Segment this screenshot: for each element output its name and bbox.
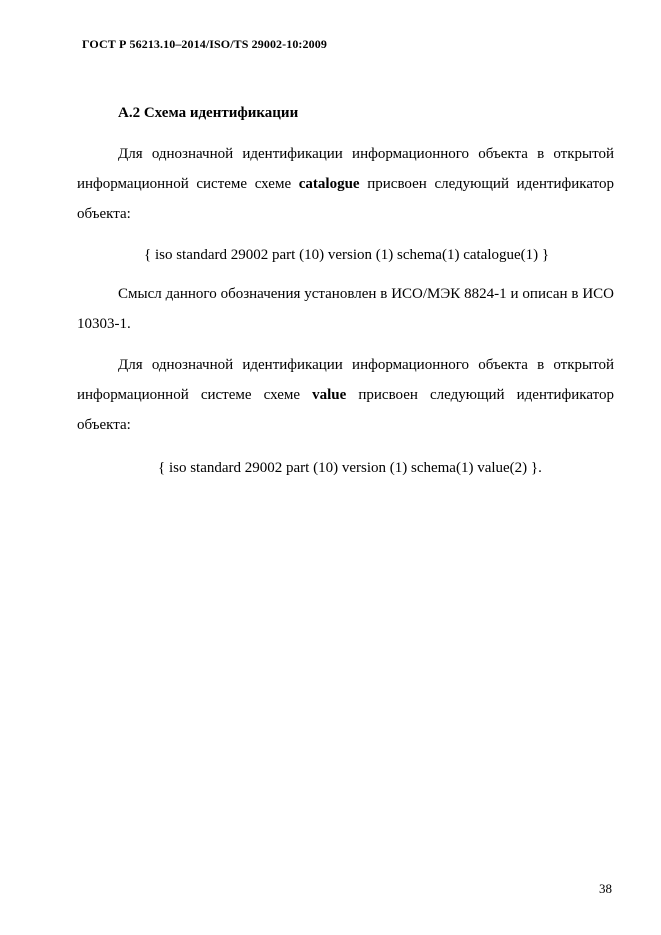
- section-title: А.2 Схема идентификации: [118, 105, 299, 121]
- scheme-name-value: value: [312, 387, 347, 403]
- document-header: ГОСТ Р 56213.10–2014/ISO/TS 29002-10:2009: [82, 37, 327, 51]
- paragraph-catalogue: [77, 139, 614, 229]
- paragraph-text: Для однозначной идентификации информационного объекта в открытой информационной системе схеме: [77, 357, 614, 403]
- scheme-name-catalogue: catalogue: [298, 176, 360, 192]
- paragraph-value: [77, 350, 614, 440]
- paragraph-text: присвоен следующий идентификатор объекта:: [77, 387, 614, 433]
- identifier-value: { iso standard 29002 part (10) version (1) schema(1) value(2) }.: [158, 460, 542, 476]
- paragraph-reference: Смысл данного обозначения установлен в ИСО/МЭК 8824-1 и описан в ИСО 10303-1.: [77, 286, 614, 332]
- identifier-catalogue: { iso standard 29002 part (10) version (1) schema(1) catalogue(1) }: [144, 247, 550, 263]
- page-number: 38: [599, 881, 612, 896]
- paragraph-text: Для однозначной идентификации информационного объекта в открытой информационной системе схеме: [77, 146, 614, 192]
- paragraph-text: присвоен следующий идентификатор объекта:: [77, 176, 614, 222]
